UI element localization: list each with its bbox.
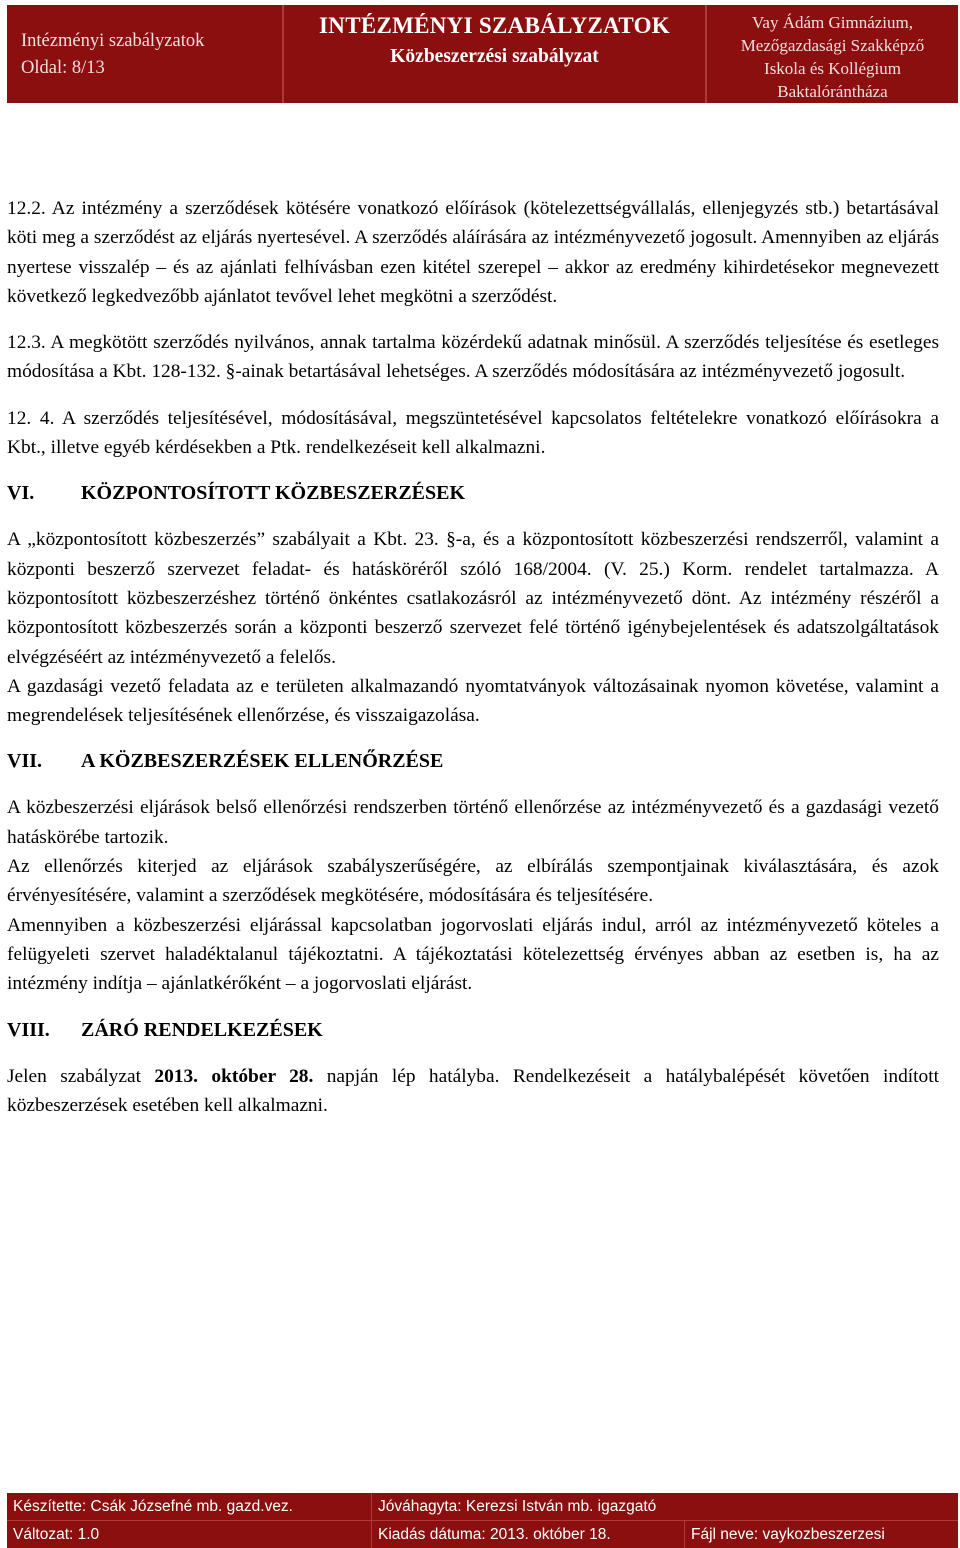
header-left [7,5,282,103]
section-title: KÖZPONTOSÍTOTT KÖZBESZERZÉSEK [81,482,466,505]
paragraph-vi-2: A gazdasági vezető feladata az e területen alkalmazandó nyomtatványok változásainak nyomon követése, valamint a megrendelések teljesítésének ellenőrzése, és visszaigazolása. [7,675,939,727]
header-subtitle: Közbeszerzési szabályzat [390,46,599,67]
footer-issue-date: Kiadás dátuma: 2013. október 18. [371,1521,684,1548]
footer-approved: Jóváhagyta: Kerezsi István mb. igazgató [371,1493,958,1520]
section-heading-viii [7,1016,939,1045]
paragraph-vii-3: Amennyiben a közbeszerzési eljárással kapcsolatban jogorvoslati eljárás indul, arról az intézményvezető köteles a felügyeleti szervet haladéktalanul tájékoztatni. A tájékoztatási kötelezettség érvényes abban az esetben is, ha az intézmény indítja – ajánlatkérőként – a jogorvoslati eljárást. [7,914,939,995]
header-center [282,5,707,103]
institution-line: Iskola és Kollégium [764,59,901,78]
institution-line: Baktalórántháza [777,82,888,101]
paragraph-vii-2: Az ellenőrzés kiterjed az eljárások szabályszerűségére, az elbírálás szempontjainak kiválasztására, és azok érvényesítésére, valamint a szerződések megkötésére, módosítására és teljesítésére. [7,856,939,907]
header-doc-type: Intézményi szabályzatok [21,31,205,51]
document-body [7,194,939,1120]
effective-text-rest: napján lép hatályba. Rendelkezéseit a hatálybalépését követően indított közbeszerzések esetében kell alkalmazni. [7,1065,940,1116]
section-heading-vii [7,747,939,776]
paragraph-viii-1 [7,1062,939,1121]
institution-line: Vay Ádám Gimnázium, [752,13,913,32]
header-title: INTÉZMÉNYI SZABÁLYZATOK [319,13,670,38]
footer-row [7,1520,958,1548]
effective-date: 2013. október 28. [154,1065,314,1087]
paragraph-vii-1: A közbeszerzési eljárások belső ellenőrzési rendszerben történő ellenőrzése az intézményvezető és a gazdasági vezető hatáskörébe tartozik. [7,797,939,848]
section-number: VI. [7,482,35,505]
institution-line: Mezőgazdasági Szakképző [740,36,925,55]
footer-version: Változat: 1.0 [13,1526,100,1543]
footer-row [7,1493,958,1520]
paragraph-12-3: 12.3. A megkötött szerződés nyilvános, annak tartalma közérdekű adatnak minősül. A szerződés teljesítése és esetleges módosítása a Kbt. 128-132. §-ainak betartásával lehetséges. A szerződés módosítására az intézményvezető jogosult. [7,332,939,383]
paragraph-12-4: 12. 4. A szerződés teljesítésével, módosításával, megszüntetésével kapcsolatos feltételekre vonatkozó előírásokra a Kbt., illetve egyéb kérdésekben a Ptk. rendelkezéseit kell alkalmazni. [7,407,939,459]
page-header [7,5,958,103]
section-title: A KÖZBESZERZÉSEK ELLENŐRZÉSE [81,750,444,773]
section-title: ZÁRÓ RENDELKEZÉSEK [81,1018,323,1041]
footer-file-name: Fájl neve: vaykozbeszerzesi [684,1521,958,1548]
header-page-number: Oldal: 8/13 [21,58,105,78]
page-footer [7,1493,958,1548]
section-number: VIII. [7,1018,50,1041]
section-heading-vi [7,479,939,508]
effective-text-lead: Jelen szabályzat [7,1065,155,1087]
section-number: VII. [7,750,43,773]
header-institution [707,5,958,103]
paragraph-vi-1: A „központosított közbeszerzés” szabályait a Kbt. 23. §-a, és a központosított közbeszerzési rendszerről, valamint a központi beszerző szervezet feladat- és hatásköréről szóló 168/2004. (V. 25.) Korm. rendelet tartalmazza. A központosított közbeszerzéshez történő önkéntes csatlakozásról az intézményvezető dönt. Az intézmény részéről a központosított közbeszerzés során a központi beszerző szervezet felé történő igénybejelentések és adatszolgáltatások elvégzéséért az intézményvezető a felelős. [7,529,939,668]
paragraph-12-2: 12.2. Az intézmény a szerződések kötésére vonatkozó előírások (kötelezettségvállalás, ellenjegyzés stb.) betartásával köti meg a szerződést az eljárás nyertesével. A szerződés aláírására az intézményvezető jogosult. Amennyiben az eljárás nyertese visszalép – és az ajánlati felhívásban ezen kitétel szerepel – akkor az eredmény kihirdetésekor megnevezett következő legkedvezőbb ajánlatot tevővel lehet megkötni a szerződést. [7,198,939,307]
footer-author: Készítette: Csák Józsefné mb. gazd.vez. [13,1498,293,1515]
